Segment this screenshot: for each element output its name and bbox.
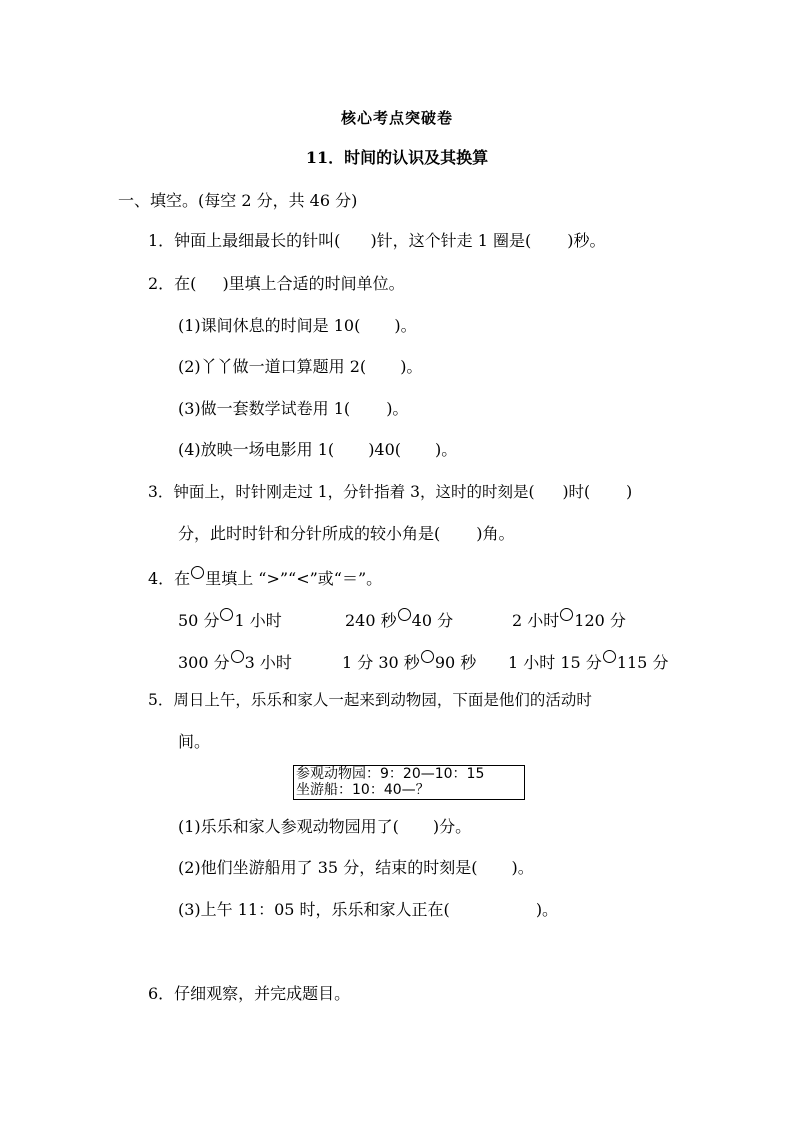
q5-sub-3-text-a: (3)上午 11：05 时，乐乐和家人正在(	[178, 900, 450, 919]
compare-left: 1 小时 15 分	[508, 653, 602, 672]
question-2-sub-4	[178, 440, 457, 460]
q5-sub-1-text-a: (1)乐乐和家人参观动物园用了(	[178, 817, 399, 836]
compare-item	[178, 650, 292, 673]
compare-left: 2 小时	[512, 611, 560, 630]
blank-circle-icon[interactable]	[220, 608, 233, 621]
question-1-text-b: )针，这个针走 1 圈是(	[370, 231, 532, 250]
blank-circle-icon[interactable]	[231, 650, 244, 663]
question-5-sub-2	[178, 858, 534, 878]
schedule-boat: 坐游船：10：40—？	[296, 782, 430, 798]
question-3-line-2	[178, 524, 515, 544]
compare-item	[508, 650, 668, 673]
question-5-line-2: 间。	[178, 732, 211, 751]
question-3-text-a: 3．钟面上，时针刚走过 1，分针指着 3，这时的时刻是(	[148, 483, 535, 501]
compare-right: 40 分	[411, 611, 454, 630]
schedule-zoo: 参观动物园：9：20—10：15	[296, 766, 485, 782]
q5-sub-1-text-b: )分。	[432, 817, 472, 836]
exam-title: 11．时间的认识及其换算	[305, 148, 489, 167]
compare-item	[512, 608, 626, 631]
compare-item	[345, 608, 453, 631]
blank-circle-icon[interactable]	[560, 608, 573, 621]
question-2-sub-3	[178, 399, 408, 419]
question-3-text-d: 分，此时时针和分针所成的较小角是(	[178, 524, 441, 543]
sub-3-text-a: (3)做一套数学试卷用 1(	[178, 399, 351, 418]
question-5-sub-3	[178, 900, 558, 920]
compare-left: 1 分 30 秒	[342, 653, 420, 672]
question-6: 6．仔细观察，并完成题目。	[148, 984, 351, 1003]
schedule-box	[293, 765, 525, 800]
compare-right: 90 秒	[434, 653, 477, 672]
q5-sub-2-text-b: )。	[511, 858, 534, 877]
compare-left: 50 分	[178, 611, 220, 630]
question-1-text-a: 1．钟面上最细最长的针叫(	[148, 231, 341, 250]
question-2	[148, 274, 405, 294]
question-2-stem-a: 2．在(	[148, 274, 197, 293]
sub-2-text-b: )。	[400, 357, 423, 376]
question-4-stem-a: 4．在	[148, 569, 191, 588]
question-2-stem-b: )里填上合适的时间单位。	[222, 274, 405, 293]
sub-2-text-a: (2)丫丫做一道口算题用 2(	[178, 357, 367, 376]
question-2-sub-1	[178, 316, 417, 336]
question-5-line-1: 5．周日上午，乐乐和家人一起来到动物园，下面是他们的活动时	[148, 691, 592, 709]
compare-left: 240 秒	[345, 611, 397, 630]
question-1-text-c: )秒。	[567, 231, 606, 250]
q5-sub-3-text-b: )。	[535, 900, 559, 919]
question-5-sub-1	[178, 817, 471, 837]
compare-right: 3 小时	[244, 653, 292, 672]
sub-3-text-b: )。	[386, 399, 409, 418]
question-4-stem-b: 里填上 “>”“<”或“＝”。	[205, 569, 383, 588]
sub-1-text-b: )。	[394, 316, 417, 335]
blank-circle-icon[interactable]	[398, 608, 411, 621]
compare-item	[342, 650, 476, 673]
sub-4-text-b: )40(	[368, 440, 402, 459]
compare-right: 115 分	[616, 653, 669, 672]
compare-right: 1 小时	[234, 611, 282, 630]
sub-4-text-c: )。	[435, 440, 458, 459]
question-3-text-b: )时(	[562, 483, 591, 501]
question-3-text-e: )角。	[476, 524, 515, 543]
blank-circle-icon[interactable]	[421, 650, 434, 663]
q5-sub-2-text-a: (2)他们坐游船用了 35 分，结束的时刻是(	[178, 858, 478, 877]
question-3-line-1	[148, 482, 632, 502]
blank-circle-icon[interactable]	[603, 650, 616, 663]
sub-4-text-a: (4)放映一场电影用 1(	[178, 440, 335, 459]
blank-circle-icon	[191, 566, 204, 579]
question-1	[148, 231, 606, 251]
compare-item	[178, 608, 282, 631]
sub-1-text-a: (1)课间休息的时间是 10(	[178, 316, 361, 335]
compare-left: 300 分	[178, 653, 230, 672]
section-heading: 一、填空。(每空 2 分，共 46 分)	[118, 191, 358, 210]
compare-right: 120 分	[574, 611, 626, 630]
question-4	[148, 566, 382, 589]
question-3-text-c: )	[626, 483, 633, 501]
exam-series-title: 核心考点突破卷	[340, 109, 453, 127]
question-2-sub-2	[178, 357, 422, 377]
